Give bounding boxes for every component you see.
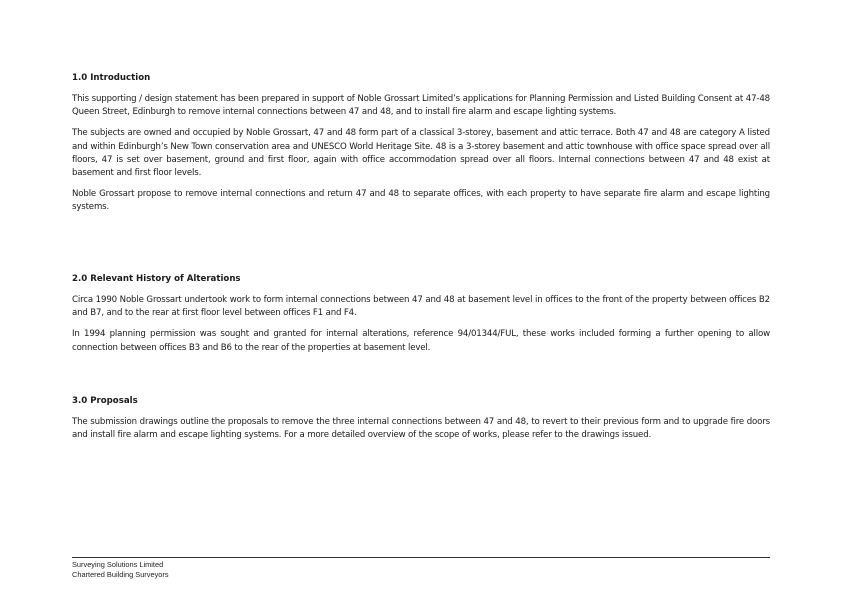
paragraph: In 1994 planning permission was sought and granted for internal alterations, reference 94/01344/FUL, these works included forming a further opening to allow connection between offices B3 and B6 to the rear of the properties at basement level. — [72, 329, 770, 353]
page-footer — [72, 560, 169, 581]
footer-company-name: Surveying Solutions Limited — [72, 560, 164, 569]
section-history-of-alterations — [72, 274, 770, 363]
footer-divider — [72, 557, 770, 558]
footer-company-subtitle: Chartered Building Surveyors — [72, 570, 169, 580]
section-introduction — [72, 73, 770, 223]
paragraph: The submission drawings outline the proposals to remove the three internal connections between 47 and 48, to revert to their previous form and to upgrade fire doors and install fire alarm and escape lighting systems. For a more detailed overview of the scope of works, please refer to the drawings issued. — [72, 417, 770, 441]
paragraph: This supporting / design statement has been prepared in support of Noble Grossart Limited’s applications for Planning Permission and Listed Building Consent at 47-48 Queen Street, Edinburgh to remove internal connections between 47 and 48, and to install fire alarm and escape lighting systems. — [72, 94, 770, 118]
section-heading: 1.0 Introduction — [72, 73, 151, 83]
document-page — [72, 0, 770, 596]
paragraph: The subjects are owned and occupied by Noble Grossart, 47 and 48 form part of a classical 3-storey, basement and attic terrace. Both 47 and 48 are category A listed and within Edinburgh’s New Town conservation area and UNESCO World Heritage Site. 48 is a 3-storey basement and attic townhouse with office space spread over all floors, 47 is set over basement, ground and first floor, again with office accommodation spread over all floors. Internal connections between 47 and 48 exist at basement and first floor levels. — [72, 128, 770, 179]
section-proposals — [72, 396, 770, 450]
paragraph: Circa 1990 Noble Grossart undertook work to form internal connections between 47 and 48 at basement level in offices to the front of the property between offices B2 and B7, and to the rear at first floor level between offices F1 and F4. — [72, 295, 770, 319]
section-heading: 2.0 Relevant History of Alterations — [72, 274, 241, 284]
paragraph: Noble Grossart propose to remove internal connections and return 47 and 48 to separate offices, with each property to have separate fire alarm and escape lighting systems. — [72, 189, 770, 213]
section-heading: 3.0 Proposals — [72, 396, 138, 406]
